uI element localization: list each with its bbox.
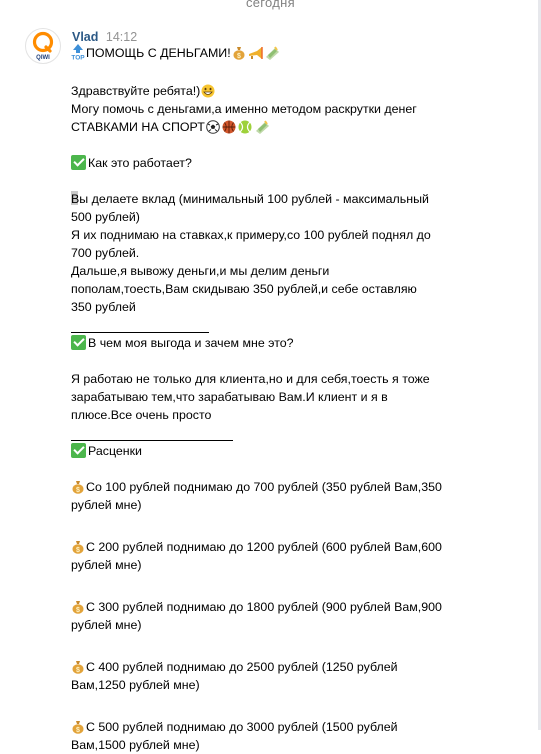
basketball-icon <box>222 120 236 134</box>
banknote-icon <box>264 46 278 60</box>
message-line: Я работаю не только для клиента,но и для себя,тоесть я тоже <box>71 372 430 386</box>
qiwi-logo-icon <box>26 29 60 63</box>
section-heading: Как это работает? <box>88 156 192 170</box>
message-line <box>71 442 471 460</box>
message-line <box>71 190 471 208</box>
top-icon <box>71 44 85 60</box>
message-line: зарабатываю тем,что зарабатываю Вам.И клиент и я в <box>71 390 388 404</box>
price-text: С 300 рублей поднимаю до 1800 рублей (900 рублей Вам,900 <box>86 600 442 614</box>
trumpet-icon <box>248 46 262 60</box>
price-line <box>71 598 471 616</box>
banknote-icon <box>254 120 268 134</box>
money-bag-icon <box>71 480 85 494</box>
grin-icon <box>201 84 215 98</box>
money-bag-icon <box>232 46 246 60</box>
avatar-label: QIWI <box>36 55 50 61</box>
message-line: Я их поднимаю на ставках,к примеру,со 100 рублей поднял до <box>71 228 431 242</box>
price-line <box>71 658 471 676</box>
message-line: пополам,тоесть,Вам скидываю 350 рублей,и себе оставляю <box>71 282 417 296</box>
body-text: Вы делаете вклад (минимальный 100 рублей - максимальный <box>71 192 429 206</box>
greeting-text: Здравствуйте ребята!) <box>71 84 201 98</box>
message-line: 700 рублей. <box>71 246 140 260</box>
soccer-ball-icon <box>206 120 220 134</box>
headline-text: ПОМОЩЬ С ДЕНЬГАМИ! <box>86 46 231 60</box>
message-line: 350 рублей <box>71 300 136 314</box>
price-line <box>71 478 471 496</box>
svg-text:$: $ <box>76 667 80 674</box>
author-name[interactable]: Vlad <box>72 30 99 44</box>
price-line: рублей мне) <box>71 498 142 512</box>
message-line <box>71 44 471 64</box>
price-line: Вам,1500 рублей мне) <box>71 738 200 752</box>
price-line <box>71 718 471 736</box>
message-line <box>71 82 471 100</box>
price-text: С 500 рублей поднимаю до 3000 рублей (1500 рублей <box>86 720 398 734</box>
svg-text:$: $ <box>76 547 80 554</box>
check-mark-icon <box>71 155 86 170</box>
message-line <box>71 118 471 136</box>
message-line: Дальше,я вывожу деньги,и мы делим деньги <box>71 264 330 278</box>
money-bag-icon <box>71 600 85 614</box>
sports-text: СТАВКАМИ НА СПОРТ <box>71 120 205 134</box>
money-bag-icon <box>71 660 85 674</box>
message-body <box>71 44 471 754</box>
message-header <box>72 29 137 45</box>
price-text: С 200 рублей поднимаю до 1200 рублей (600 рублей Вам,600 <box>86 540 442 554</box>
price-text: С 400 рублей поднимаю до 2500 рублей (1250 рублей <box>86 660 398 674</box>
svg-text:$: $ <box>236 53 241 60</box>
message-line <box>71 154 471 172</box>
tennis-ball-icon <box>238 120 252 134</box>
check-mark-icon <box>71 335 86 350</box>
price-line <box>71 538 471 556</box>
message-line: Могу помочь с деньгами,а именно методом раскрутки денег <box>71 102 417 116</box>
price-line: Вам,1250 рублей мне) <box>71 678 200 692</box>
message-line: 500 рублей) <box>71 210 140 224</box>
svg-text:$: $ <box>76 607 80 614</box>
svg-text:$: $ <box>76 727 80 734</box>
avatar[interactable] <box>25 28 61 64</box>
section-heading: Расценки <box>88 444 142 458</box>
divider-line <box>71 316 471 334</box>
message-time[interactable]: 14:12 <box>105 30 138 44</box>
divider-line <box>71 424 471 442</box>
money-bag-icon <box>71 720 85 734</box>
money-bag-icon <box>71 540 85 554</box>
message-line <box>71 334 471 352</box>
message-line: плюсе.Все очень просто <box>71 408 212 422</box>
price-text: Со 100 рублей поднимаю до 700 рублей (350 рублей Вам,350 <box>86 480 442 494</box>
section-heading: В чем моя выгода и зачем мне это? <box>88 336 294 350</box>
check-mark-icon <box>71 443 86 458</box>
day-separator: сегодня <box>245 0 296 10</box>
svg-text:TOP: TOP <box>71 54 85 60</box>
svg-text:$: $ <box>76 487 80 494</box>
price-line: рублей мне) <box>71 558 142 572</box>
price-line: рублей мне) <box>71 618 142 632</box>
